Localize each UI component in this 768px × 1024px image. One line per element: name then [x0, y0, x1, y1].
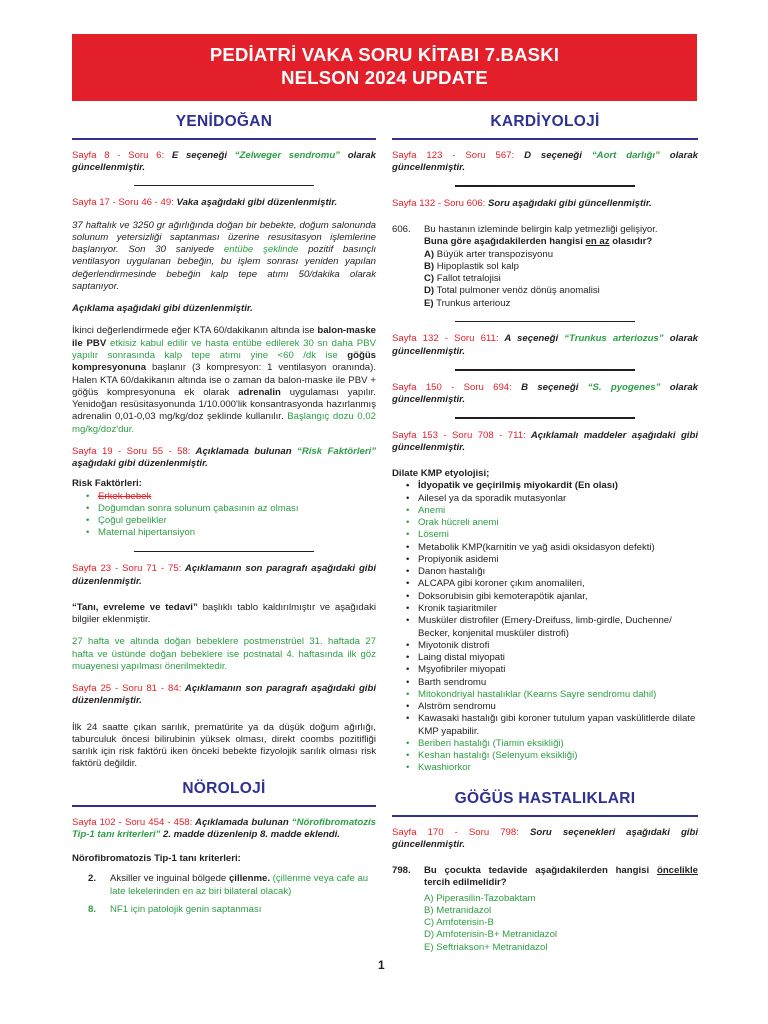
update-note: Sayfa 153 - Soru 708 - 711: Açıklamalı maddeler aşağıdaki gibi güncellenmiştir. [392, 429, 698, 453]
list-item: • Doksorubisin gibi kemoterapötik ajanlar, [406, 591, 698, 603]
sarilik-text: İlk 24 saatte çıkan sarılık, prematürite ya da düşük doğum ağırlığı, taburculuk öncesi bilirubinin yüksek olması, direkt coombs pozitifliği sarılık için risk faktörü iken önceki bebekte fizyolojik sarılık olması risk faktörü değildir. [72, 721, 376, 770]
section-rule [392, 138, 698, 140]
option-item: D) Amfoterisin-B+ Metranidazol [424, 929, 558, 941]
list-item: • Kawasaki hastalığı gibi koroner tutulum yapan vaskülitlerde dilate KMP yapabilir. [406, 713, 698, 738]
case-text: 37 haftalık ve 3250 gr ağırlığında doğan bir bebekte, doğum salonunda solunum yetersizliği saptanması üzerine resusitasyon işlemlerine başlanıyor. Son 30 saniyede entübe şeklinde pozitif basınçlı ventilasyon uygulanan bebeğin, bu işlem sonrası yeniden yapılan değerlendirmesinde bebeğin kalp tepe atımı 50/dakika olarak saptanıyor. [72, 219, 376, 292]
section-title-noroloji: NÖROLOJİ [182, 779, 266, 797]
option-item: B) Metranidazol [424, 904, 492, 916]
section-rule [392, 815, 698, 817]
title-banner [72, 34, 697, 101]
list-item: • Miyotonik distrofi [406, 640, 698, 652]
list-item: • Kwashiorkor [406, 762, 698, 774]
update-note: Sayfa 25 - Soru 81 - 84: Açıklamanın son paragrafı aşağıdaki gibi düzenlenmiştir. [72, 683, 376, 707]
page-ref: Sayfa 132 - Soru 611: [392, 333, 499, 345]
update-note: Sayfa 17 - Soru 46 - 49: Vaka aşağıdaki gibi düzenlenmiştir. [72, 197, 338, 209]
list-item: • Erkek bebek [86, 491, 376, 503]
option-item: A) Piperasilin-Tazobaktam [424, 892, 536, 904]
section-title-yenidogan: YENİDOĞAN [175, 113, 273, 130]
banner-line-2: NELSON 2024 UPDATE [281, 67, 488, 88]
kmp-title: Dilate KMP etyolojisi; [392, 468, 490, 480]
update-note: Sayfa 19 - Soru 55 - 58: Açıklamada bulunan “Risk Faktörleri” aşağıdaki gibi düzenlenmiştir. [72, 445, 377, 470]
section-title-kardiyoloji: KARDİYOLOJİ [490, 113, 600, 130]
section-rule [72, 805, 376, 807]
options-list [424, 893, 698, 954]
update-note: Sayfa 8 - Soru 6: E seçeneği “Zelweger sendromu” olarak güncellenmiştir. [72, 149, 376, 174]
page-ref: Sayfa 17 - Soru 46 - 49: [72, 197, 174, 209]
question-prompt: Buna göre aşağıdakilerden hangisi en az olasıdır? [424, 236, 653, 248]
explanation-text: İkinci değerlendirmede eğer KTA 60/dakikanın altında ise balon-maske ile PBV etkisiz kabul edilir ve hasta entübe edilerek 30 sn daha PBV yapılır sonrasında kalp tepe atımı yine <60 /dk ise göğüs kompresyonuna başlanır (3 kompresyon: 1 ventilasyon oranında). Halen KTA 60/dakikanın altında ise o zaman da balon-maske ile PBV + göğüs kompresyonuna ek olarak adrenalin uygulaması yapılır. Yenidoğan resüsitasyonunda 1/10.000'lik konsantrasyonda hazırlanmış adrenalin 0,01-0,03 mg/kg/doz şeklinde kullanılır. Başlangıç dozu 0,02 mg/kg/doz'dur. [72, 325, 377, 435]
explanation-title: Açıklama aşağıdaki gibi düzenlenmiştir. [72, 303, 253, 315]
option-item: E) Seftriakson+ Metranidazol [424, 941, 548, 953]
list-item: • Anemi [406, 505, 698, 517]
section-rule [72, 138, 376, 140]
page-number: 1 [378, 958, 385, 972]
option-item: E) Trunkus arteriouz [424, 297, 511, 309]
list-item: • Metabolik KMP(karnitin ve yağ asidi oksidasyon defekti) [406, 542, 698, 554]
divider [134, 185, 314, 186]
criteria-item: 8. NF1 için patolojik genin saptanması [88, 903, 262, 915]
option-item: D) Total pulmoner venöz dönüş anomalisi [424, 285, 600, 297]
option-item: C) Amfoterisin-B [424, 917, 494, 929]
divider [455, 185, 635, 187]
page-ref: Sayfa 102 - Soru 454 - 458: [72, 816, 193, 828]
nf-criteria-title: Nörofibromatozis Tip-1 tanı kriterleri: [72, 853, 241, 865]
list-item: • Orak hücreli anemi [406, 517, 698, 529]
page-ref: Sayfa 170 - Soru 798: [392, 826, 519, 838]
risk-factors-title: Risk Faktörleri: [72, 478, 142, 490]
list-item: • Mşyofibriler miyopati [406, 664, 698, 676]
update-note: Sayfa 132 - Soru 611: A seçeneği “Trunkus arteriozus” olarak güncellenmiştir. [392, 333, 698, 357]
right-column [392, 112, 698, 954]
list-item: • Lösemi [406, 529, 698, 541]
banner-line-1: PEDİATRİ VAKA SORU KİTABI 7.BASKI [209, 44, 560, 65]
criteria-item: 2. Aksiller ve inguinal bölgede çillenme. (çillenme veya cafe au late lekelerinden en az biri bilateral olacak) [88, 873, 369, 897]
section-title-gogus: GÖĞÜS HASTALIKLARI [454, 789, 636, 807]
page-ref: Sayfa 153 - Soru 708 - 711: [392, 429, 526, 441]
list-item: • Barth sendromu [406, 677, 698, 689]
update-note: Sayfa 170 - Soru 798: Soru seçenekleri aşağıdaki gibi güncellenmiştir. [392, 826, 698, 850]
page-ref: Sayfa 123 - Soru 567: [392, 149, 515, 161]
divider [455, 321, 635, 323]
list-item: • Kronik taşiaritmiler [406, 603, 698, 615]
risk-factors-list [86, 491, 376, 540]
update-note: Sayfa 23 - Soru 71 - 75: Açıklamanın son paragrafı aşağıdaki gibi düzenlenmiştir. [72, 563, 376, 587]
list-item: • Musküler distrofiler (Emery-Dreifuss, limb-girdle, Duchenne/ Becker, konjenital musküler distrofi) [406, 615, 698, 640]
update-note: Sayfa 102 - Soru 454 - 458: Açıklamada bulunan “Nörofibromatozis Tip-1 tanı kriterleri” 2. madde düzenlenip 8. madde eklendi. [72, 816, 377, 840]
page-ref: Sayfa 150 - Soru 694: [392, 381, 512, 393]
list-item: • ALCAPA gibi koroner çıkım anomalileri, [406, 578, 698, 590]
update-note: Sayfa 132 - Soru 606: Soru aşağıdaki gibi güncellenmiştir. [392, 197, 652, 209]
question-798: 798. Bu çocukta tedavide aşağıdakilerden hangisi öncelikle tercih edilmelidir? [392, 865, 699, 889]
left-column [72, 112, 376, 916]
list-item: • Propiyonik asidemi [406, 554, 698, 566]
option-item: B) Hipoplastik sol kalp [424, 260, 519, 272]
list-item: • Çoğul gebelikler [86, 515, 376, 527]
tani-text: 27 hafta ve altında doğan bebeklere postmenstrüel 31. haftada 27 hafta ve üstünde doğan bebeklere ise postnatal 4. haftasında ilk göz muayenesi yapılması önerilmektedir. [72, 636, 376, 672]
list-item: • Doğumdan sonra solunum çabasının az olması [86, 503, 376, 515]
list-item: • Laing distal miyopati [406, 652, 698, 664]
page-ref: Sayfa 25 - Soru 81 - 84: [72, 683, 182, 695]
list-item: • Beriberi hastalığı (Tiamin eksikliği) [406, 738, 698, 750]
list-item: • Mitokondriyal hastalıklar (Kearns Sayre sendromu dahil) [406, 689, 698, 701]
option-item: A) Büyük arter transpozisyonu [424, 248, 554, 260]
tani-note: “Tanı, evreleme ve tedavi” başlıklı tablo kaldırılmıştır ve aşağıdaki bilgiler eklenmiştir. [72, 601, 376, 626]
list-item: • Danon hastalığı [406, 566, 698, 578]
options-list [424, 249, 698, 310]
page-ref: Sayfa 19 - Soru 55 - 58: [72, 445, 191, 457]
kmp-etiology-list [406, 480, 698, 774]
divider [455, 369, 635, 371]
list-item: • Alström sendromu [406, 701, 698, 713]
list-item: • Maternal hipertansiyon [86, 527, 376, 539]
page-ref: Sayfa 8 - Soru 6: [72, 149, 165, 161]
option-item: C) Fallot tetralojisi [424, 273, 501, 285]
question-606: 606. Bu hastanın izleminde belirgin kalp yetmezliği gelişiyor. [392, 224, 658, 236]
list-item: • Ailesel ya da sporadik mutasyonlar [406, 493, 698, 505]
page-ref: Sayfa 132 - Soru 606: [392, 197, 486, 209]
divider [455, 417, 635, 419]
list-item: • İdyopatik ve geçirilmiş miyokardit (En olası) [406, 480, 698, 492]
update-note: Sayfa 150 - Soru 694: B seçeneği “S. pyogenes” olarak güncellenmiştir. [392, 381, 698, 405]
divider [134, 551, 314, 553]
update-note: Sayfa 123 - Soru 567: D seçeneği “Aort darlığı” olarak güncellenmiştir. [392, 149, 698, 174]
page-ref: Sayfa 23 - Soru 71 - 75: [72, 563, 182, 575]
list-item: • Keshan hastalığı (Selenyum eksikliği) [406, 750, 698, 762]
